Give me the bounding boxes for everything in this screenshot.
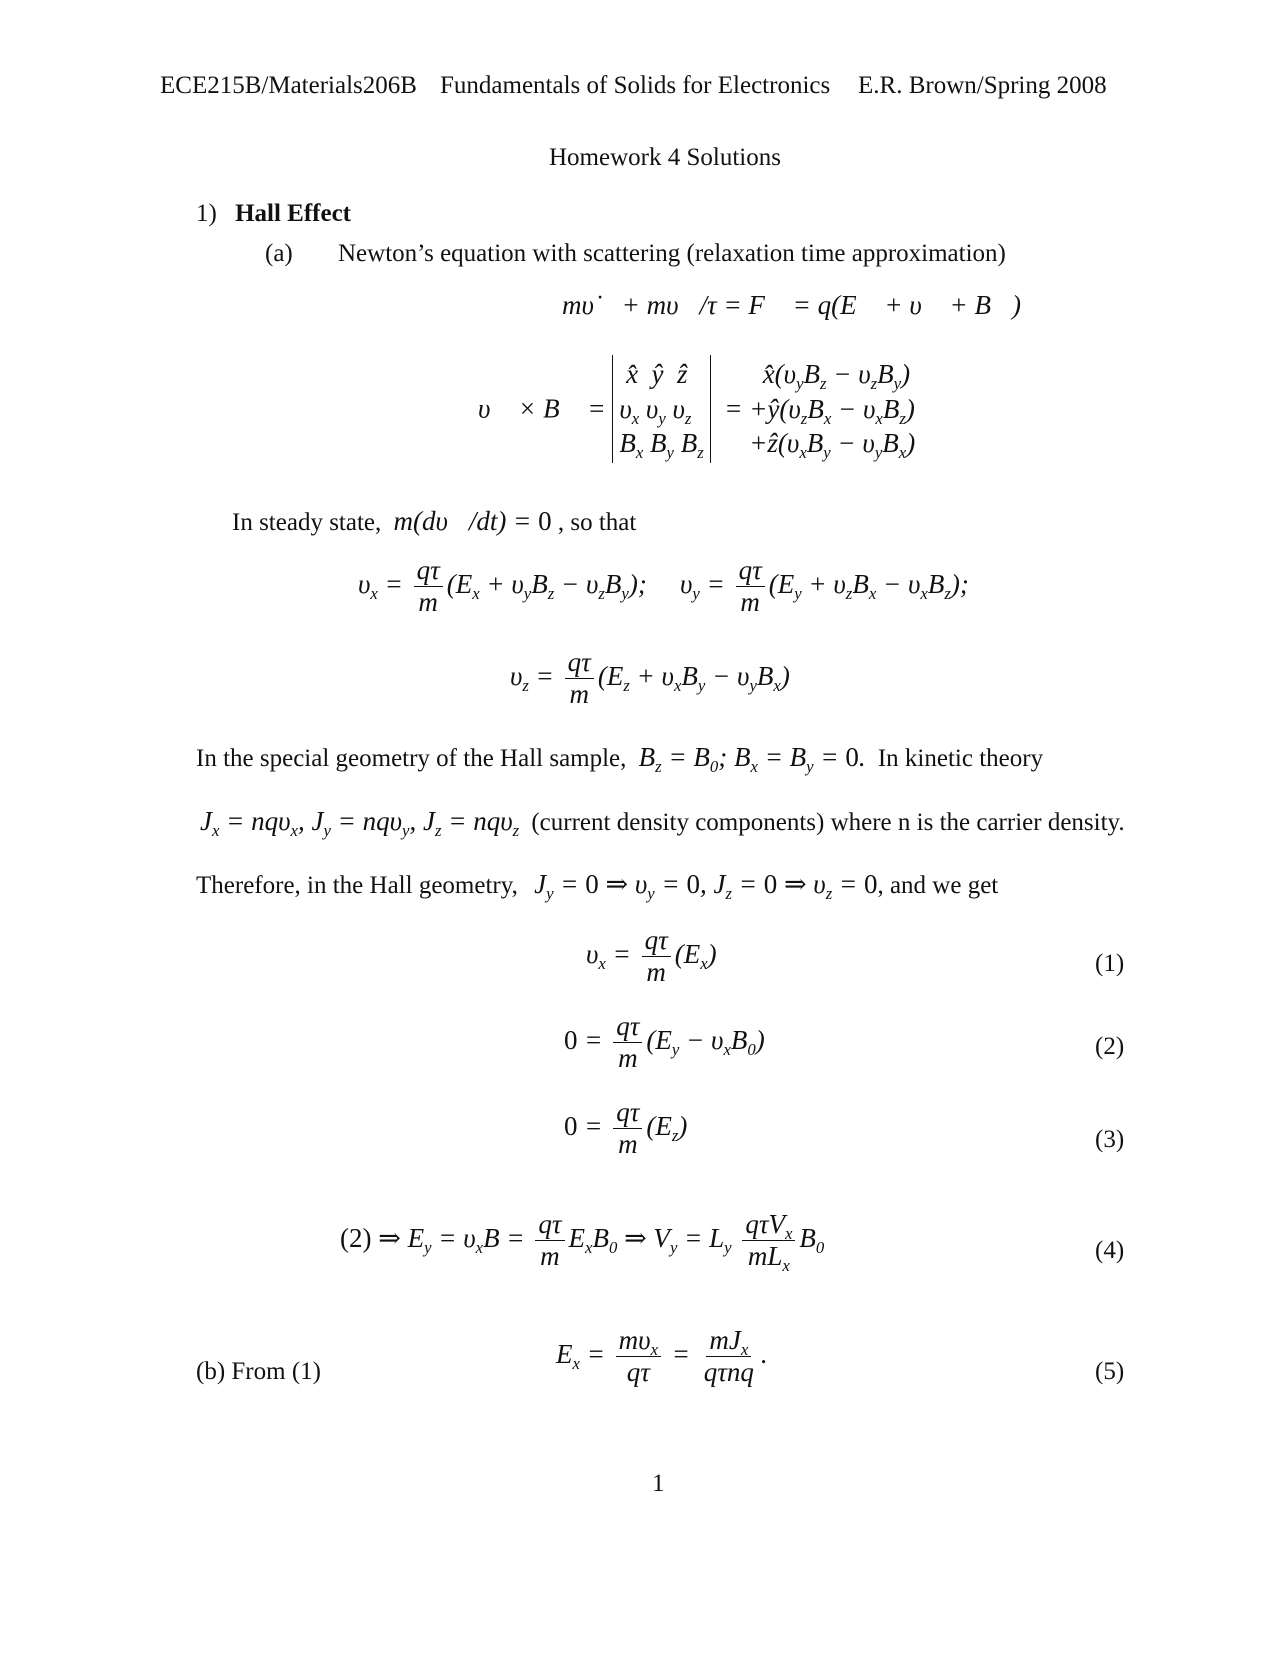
hall-geometry-line <box>196 742 1044 776</box>
equation-cross-product: υ⃗ × B⃗ = x̂ ŷ ẑ $\upsilon_x$ $\upsilon_y$ $\upsilon_z$ $B_x$ $B_y$ $B_z$ = $x̂(\upsilon_yB_z - \upsilon_zB_y)$ $+ŷ(\upsilon_zB_x - \upsilon_xB_z)$ $+ẑ(\upsilon_xB_y - \upsilon_yB_x)$ <box>478 355 915 463</box>
equation-vx: $\upsilon_x$ = $\frac{q\tau}{m}$ $(E_x + \upsilon_yB_z - \upsilon_zB_y)$; <box>358 555 647 617</box>
section-heading <box>196 200 351 228</box>
steady-state-prefix: In steady state, <box>232 509 382 536</box>
section-title: Hall Effect <box>235 200 352 227</box>
equation-vz: $\upsilon_z$ = $\frac{q\tau}{m}$ $(E_z + \upsilon_xB_y - \upsilon_yB_x)$ <box>510 647 790 709</box>
equation-number-5: (5) <box>1095 1358 1125 1385</box>
equation-number-4: (4) <box>1095 1237 1125 1264</box>
therefore-prefix: Therefore, in the Hall geometry, <box>196 872 518 899</box>
current-density-equations: $J_x = nq\upsilon_x$, $J_y = nq\upsilon_y$, $J_z = nq\upsilon_z$ <box>200 806 520 840</box>
equation-2: 0 = $\frac{q\tau}{m}$ $(E_y - \upsilon_xB_0)$ <box>564 1011 765 1073</box>
part-a-label: (a) <box>265 240 293 267</box>
equation-1: $\upsilon_x$ = $\frac{q\tau}{m}$ $(E_x)$ <box>586 925 717 987</box>
current-density-line <box>200 806 1125 840</box>
steady-state-suffix: , so that <box>557 509 637 536</box>
equation-4: (2) ⇒ $E_y = \upsilon_xB$ = $\frac{q\tau}{m}$ $E_xB_0$ ⇒ $V_y = L_y$ $\frac{q\tau V_x}{mL_x}$ $B_0$ <box>340 1209 825 1275</box>
equation-number-2: (2) <box>1095 1033 1125 1060</box>
document-title: Homework 4 Solutions <box>549 144 781 171</box>
therefore-line <box>196 869 999 903</box>
header-course: ECE215B/Materials206B <box>160 72 417 99</box>
hall-geometry-prefix: In the special geometry of the Hall sample, <box>196 745 627 772</box>
therefore-suffix-text: , and we get <box>877 872 999 899</box>
hall-current-condition: $J_y = 0$ ⇒ $\upsilon_y = 0$, $J_z = 0$ ⇒ $\upsilon_z = 0$ <box>534 869 878 903</box>
determinant-matrix: x̂ ŷ ẑ $\upsilon_x$ $\upsilon_y$ $\upsilon_z$ $B_x$ $B_y$ $B_z$ <box>612 355 710 463</box>
equation-3: 0 = $\frac{q\tau}{m}$ $(E_z)$ <box>564 1097 688 1159</box>
hall-geometry-suffix: In kinetic theory <box>877 745 1044 772</box>
equation-5: $E_x$ = $\frac{m\upsilon_x}{q\tau}$ = $\frac{mJ_x}{\text{qτnq}}$ . <box>556 1325 768 1387</box>
hall-field-condition: $B_z = B_0$; $B_x = B_y = 0$. <box>638 742 866 776</box>
current-density-text: (current density components) where n is the carrier density. <box>531 809 1125 836</box>
part-b-label: (b) From (1) <box>196 1358 321 1385</box>
equation-number-3: (3) <box>1095 1126 1125 1153</box>
equation-newton: mυ̇⃗ + mυ⃗/τ = F⃗ = q(E⃗ + υ⃗ + B⃗) <box>562 290 1022 320</box>
section-number: 1) <box>196 200 217 227</box>
header-title: Fundamentals of Solids for Electronics <box>440 72 831 99</box>
equation-vy: $\upsilon_y$ = $\frac{q\tau}{m}$ $(E_y + \upsilon_zB_x - \upsilon_xB_z)$; <box>680 555 969 617</box>
cross-product-components: $x̂(\upsilon_yB_z - \upsilon_zB_y)$ $+ŷ(\upsilon_zB_x - \upsilon_xB_z)$ $+ẑ(\upsilon_xB_y - \upsilon_yB_x)$ <box>749 359 916 462</box>
equation-number-1: (1) <box>1095 950 1125 977</box>
part-a-text: Newton’s equation with scattering (relaxation time approximation) <box>338 240 1006 267</box>
page-number: 1 <box>652 1470 665 1497</box>
header-author-term: E.R. Brown/Spring 2008 <box>858 72 1107 99</box>
steady-state-condition: m(dυ⃗/dt) = 0 <box>393 506 552 536</box>
steady-state-line <box>232 506 636 537</box>
